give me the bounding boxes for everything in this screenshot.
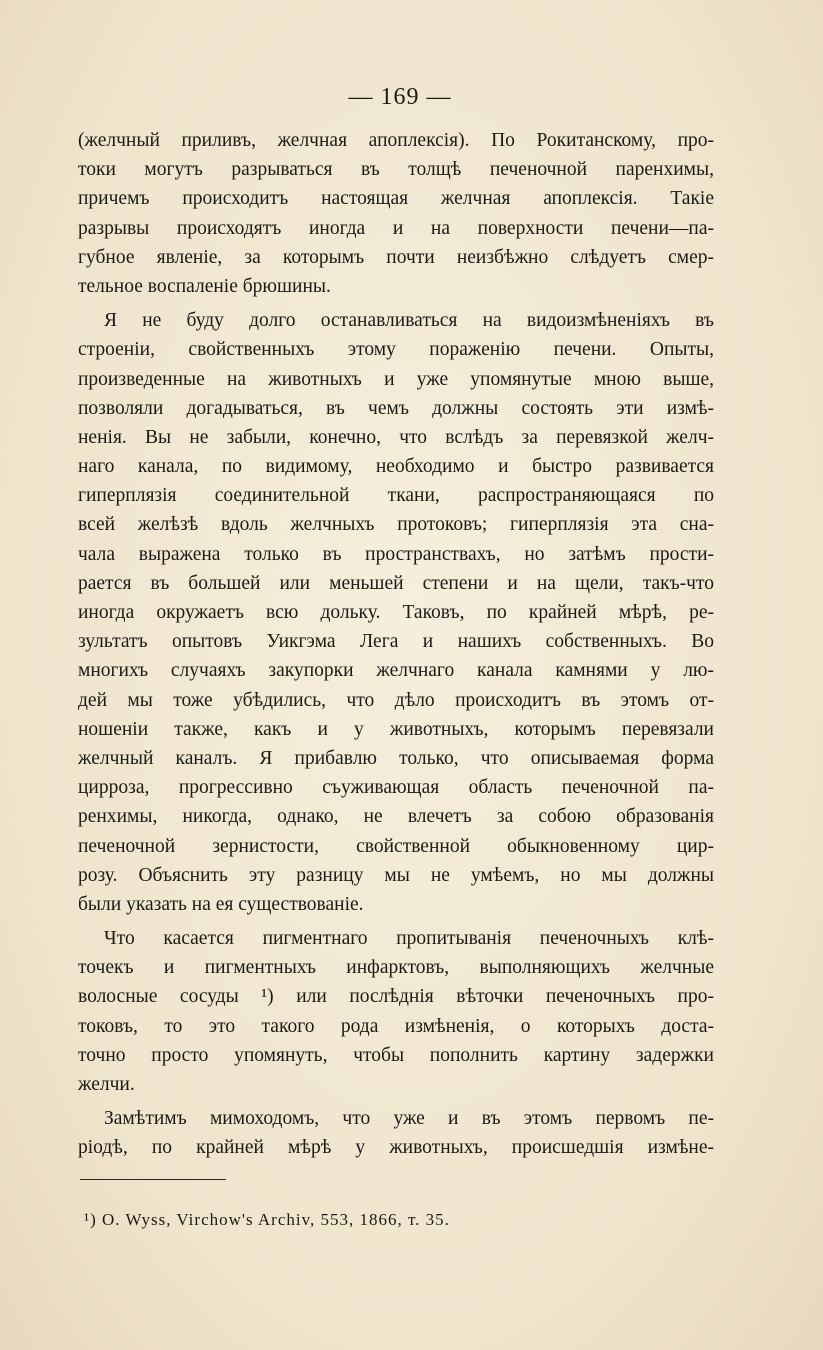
text-line: волосные сосуды ¹) или послѣднія вѣточки печеночныхъ про- — [78, 986, 714, 1008]
text-line: наго канала, по видимому, необходимо и быстро развивается — [78, 456, 714, 478]
text-line: желчи. — [78, 1074, 135, 1095]
text-line: розу. Объяснить эту разницу мы не умѣемъ, но мы должны — [78, 864, 714, 886]
text-line: гиперплязія соединительной ткани, распространяющаяся по — [78, 485, 714, 507]
text-line: всей желѣзѣ вдоль желчныхъ протоковъ; гиперплязія эта сна- — [78, 514, 714, 536]
text-line: токовъ, то это такого рода измѣненія, о которыхъ доста- — [78, 1015, 714, 1037]
text-line: разрывы происходятъ иногда и на поверхности печени—па- — [78, 217, 714, 239]
text-line: цирроза, прогрессивно съуживающая область печеночной па- — [78, 777, 714, 799]
text-line: тельное воспаленіе брюшины. — [78, 275, 331, 297]
text-line: печеночной зернистости, свойственной обыкновенному цир- — [78, 835, 714, 857]
text-line: Замѣтимъ мимоходомъ, что уже и въ этомъ первомъ пе- — [104, 1108, 714, 1130]
text-line: произведенные на животныхъ и уже упомянутые мною выше, — [78, 368, 714, 390]
text-line: ношеніи также, какъ и у животныхъ, которымъ перевязали — [78, 718, 714, 740]
text-line: токи могутъ разрываться въ толщѣ печеночной паренхимы, — [78, 159, 714, 181]
text-line: желчный каналъ. Я прибавлю только, что описываемая форма — [78, 747, 714, 769]
text-line: зультатъ опытовъ Уикгэма Лега и нашихъ собственныхъ. Во — [78, 631, 714, 653]
text-line: иногда окружаетъ всю дольку. Таковъ, по крайней мѣрѣ, ре- — [78, 602, 714, 623]
text-line: ренхимы, никогда, однако, не влечетъ за собою образованія — [78, 806, 714, 828]
text-line: были указать на ея существованіе. — [78, 893, 364, 915]
text-line: ненія. Вы не забыли, конечно, что вслѣдъ за перевязкой желч- — [78, 426, 714, 448]
text-line: строеніи, свойственныхъ этому пораженію печени. Опыты, — [78, 339, 714, 361]
text-line: чала выражена только въ пространствахъ, но затѣмъ прости- — [78, 543, 714, 565]
text-line: ріодѣ, по крайней мѣрѣ у животныхъ, происшедшія измѣне- — [78, 1137, 714, 1159]
footnote: ¹) O. Wyss, Virchow's Archiv, 553, 1866, т. 35. — [84, 1210, 450, 1229]
text-line: причемъ происходитъ настоящая желчная апоплексія. Такіе — [78, 188, 714, 210]
text-line: многихъ случаяхъ закупорки желчнаго канала камнями у лю- — [78, 660, 714, 682]
text-line: губное явленіе, за которымъ почти неизбѣжно слѣдуетъ смер- — [78, 246, 714, 268]
text-line: позволяли догадываться, въ чемъ должны состоять эти измѣ- — [78, 397, 714, 419]
body-text — [78, 126, 714, 1163]
text-line: дей мы тоже убѣдились, что дѣло происходитъ въ этомъ от- — [78, 689, 714, 711]
text-line: точекъ и пигментныхъ инфарктовъ, выполняющихъ желчные — [78, 957, 714, 979]
page-number: — 169 — — [348, 84, 452, 110]
footnote-divider — [80, 1179, 226, 1180]
text-line: Что касается пигментнаго пропитыванія печеночныхъ клѣ- — [104, 928, 714, 950]
text-line: Я не буду долго останавливаться на видоизмѣненіяхъ въ — [104, 310, 714, 332]
text-line: рается въ большей или меньшей степени и на щели, такъ-что — [78, 572, 714, 594]
text-line: (желчный приливъ, желчная апоплексія). По Рокитанскому, про- — [78, 130, 714, 151]
text-line: точно просто упомянуть, чтобы пополнить картину задержки — [78, 1044, 714, 1066]
